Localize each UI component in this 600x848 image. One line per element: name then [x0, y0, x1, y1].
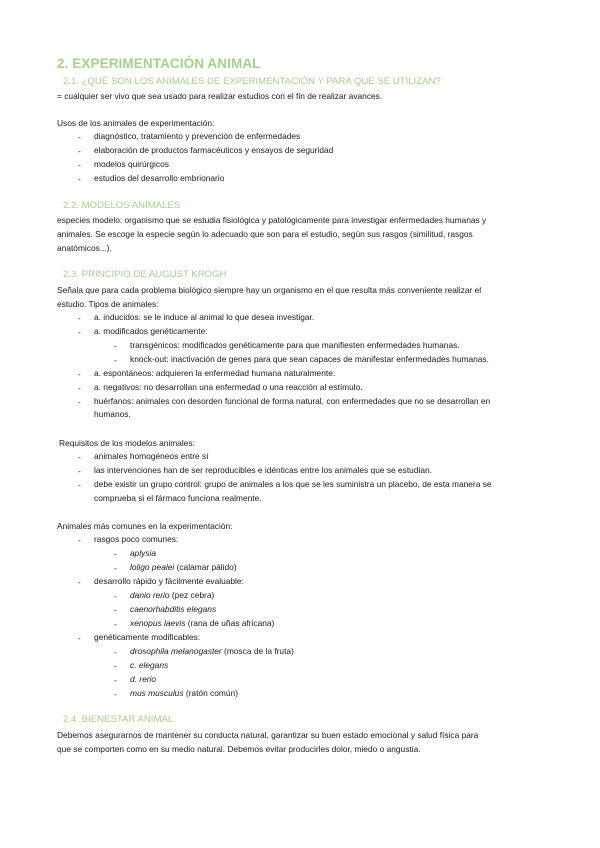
- bullet-dash: -: [114, 341, 117, 351]
- section-title: 2. EXPERIMENTACIÓN ANIMAL: [57, 56, 261, 71]
- paragraph-line: Señala que para cada problema biológico siempre hay un organismo en el que resulta más conveniente realizar el: [57, 285, 482, 295]
- subsection-heading-2-2: 2.2. MODELOS ANIMALES: [63, 200, 181, 211]
- bullet-dash: -: [114, 591, 117, 601]
- paragraph-line: animales. Se escoge la especie según lo adecuado que son para el estudio, según sus rasgos (similitud, rasgos: [57, 229, 473, 239]
- bullet-dash: -: [78, 397, 81, 407]
- list-item-continuation: comprueba si el fármaco funciona realmente.: [94, 493, 262, 503]
- bullet-dash: -: [78, 480, 81, 490]
- species-item: [130, 603, 216, 616]
- species-scientific-name: aplysia: [130, 548, 157, 558]
- bullet-dash: -: [78, 146, 81, 156]
- species-item: [130, 673, 156, 686]
- bullet-dash: -: [78, 327, 81, 337]
- paragraph-line: que se comporten como en su medio natural. Debemos evitar producirles dolor, miedo o angustia.: [57, 744, 421, 754]
- list-item: diagnóstico, tratamiento y prevención de enfermedades: [94, 131, 301, 141]
- subsection-heading-2-1: 2.1. ¿QUÉ SON LOS ANIMALES DE EXPERIMENTACIÓN Y PARA QUE SE UTILIZAN?: [63, 76, 441, 87]
- bullet-dash: -: [114, 647, 117, 657]
- species-common-name: (ratón común): [183, 688, 238, 698]
- group-rare-traits: rasgos poco comunes:: [94, 534, 179, 544]
- common-animals-title: Animales más comunes en la experimentación:: [57, 521, 233, 531]
- list-item: debe existir un grupo control: grupo de animales a los que se les suministra un placebo, de esta manera se: [94, 479, 492, 489]
- bullet-dash: -: [78, 369, 81, 379]
- species-scientific-name: c. elegans: [130, 660, 169, 670]
- species-item: [130, 645, 294, 658]
- list-item: transgénicos: modificados genéticamente para que manifiesten enfermedades humanas.: [130, 340, 460, 350]
- species-scientific-name: d. rerio: [130, 674, 157, 684]
- bullet-dash: -: [114, 563, 117, 573]
- species-scientific-name: danio rerio: [130, 590, 170, 600]
- uses-title: Usos de los animales de experimentación:: [57, 118, 215, 128]
- bullet-dash: -: [78, 633, 81, 643]
- species-scientific-name: loligo pealei: [130, 562, 175, 572]
- bullet-dash: -: [78, 313, 81, 323]
- list-item: elaboración de productos farmacéuticos y ensayos de seguridad: [94, 145, 334, 155]
- paragraph-line: anatómicos...).: [57, 243, 112, 253]
- paragraph-line: especies modelo: organismo que se estudia fisiológica y patológicamente para investigar enfermedades humanas y: [57, 215, 487, 225]
- list-item: a. espontáneos: adquieren la enfermedad humana naturalmente.: [94, 368, 336, 378]
- list-item: huérfanos: animales con desorden funcional de forma natural, con enfermedades que no se desarrollan en: [94, 396, 491, 406]
- list-item: las intervenciones han de ser reproducibles e idénticas entre los animales que se estudian.: [94, 465, 432, 475]
- paragraph-line: estudio. Tipos de animales:: [57, 299, 159, 309]
- bullet-dash: -: [114, 619, 117, 629]
- species-item: [130, 659, 168, 672]
- species-item: [130, 547, 156, 560]
- bullet-dash: -: [78, 174, 81, 184]
- species-item: [130, 589, 214, 602]
- species-common-name: (pez cebra): [169, 590, 215, 600]
- species-item: [130, 617, 274, 630]
- species-scientific-name: caenorhabditis elegans: [130, 604, 217, 614]
- species-scientific-name: drosophila melanogaster: [130, 646, 222, 656]
- list-item: knock-out: inactivación de genes para que sean capaces de manifestar enfermedades humanas.: [130, 354, 489, 364]
- bullet-dash: -: [114, 549, 117, 559]
- species-item: [130, 687, 238, 700]
- requirements-title: Requisitos de los modelos animales:: [59, 438, 195, 448]
- list-item: a. inducidos: se le induce al animal lo que desea investigar.: [94, 312, 315, 322]
- list-item: a. modificados genéticamente:: [94, 326, 208, 336]
- bullet-dash: -: [78, 535, 81, 545]
- list-item: estudios del desarrollo embrionario: [94, 173, 225, 183]
- bullet-dash: -: [78, 383, 81, 393]
- group-fast-development: desarrollo rápido y fácilmente evaluable:: [94, 576, 244, 586]
- bullet-dash: -: [114, 355, 117, 365]
- subsection-heading-2-4: 2.4. BIENESTAR ANIMAL: [63, 714, 174, 725]
- list-item: modelos quirúrgicos: [94, 159, 169, 169]
- species-scientific-name: mus musculus: [130, 688, 184, 698]
- bullet-dash: -: [114, 675, 117, 685]
- paragraph-line: Debemos asegurarnos de mantener su conducta natural, garantizar su buen estado emocional y salud física para: [57, 730, 479, 740]
- bullet-dash: -: [114, 689, 117, 699]
- subsection-heading-2-3: 2.3. PRINCIPIO DE AUGUST KROGH: [63, 269, 227, 280]
- group-genetically-modifiable: genéticamente modificables:: [94, 632, 201, 642]
- bullet-dash: -: [114, 605, 117, 615]
- list-item: a. negativos: no desarrollan una enfermedad o una reacción al estímulo.: [94, 382, 363, 392]
- bullet-dash: -: [114, 661, 117, 671]
- species-common-name: (calamar pálido): [174, 562, 237, 572]
- bullet-dash: -: [78, 577, 81, 587]
- list-item-continuation: humanos.: [94, 409, 131, 419]
- bullet-dash: -: [78, 160, 81, 170]
- species-common-name: (rana de uñas africana): [185, 618, 275, 628]
- paragraph-definition: = cualquier ser vivo que sea usado para realizar estudios con el fin de realizar avances.: [57, 91, 383, 101]
- bullet-dash: -: [78, 466, 81, 476]
- species-common-name: (mosca de la fruta): [221, 646, 294, 656]
- list-item: animales homogéneos entre sí: [94, 451, 209, 461]
- bullet-dash: -: [78, 452, 81, 462]
- bullet-dash: -: [78, 132, 81, 142]
- species-scientific-name: xenopus laevis: [130, 618, 186, 628]
- species-item: [130, 561, 237, 574]
